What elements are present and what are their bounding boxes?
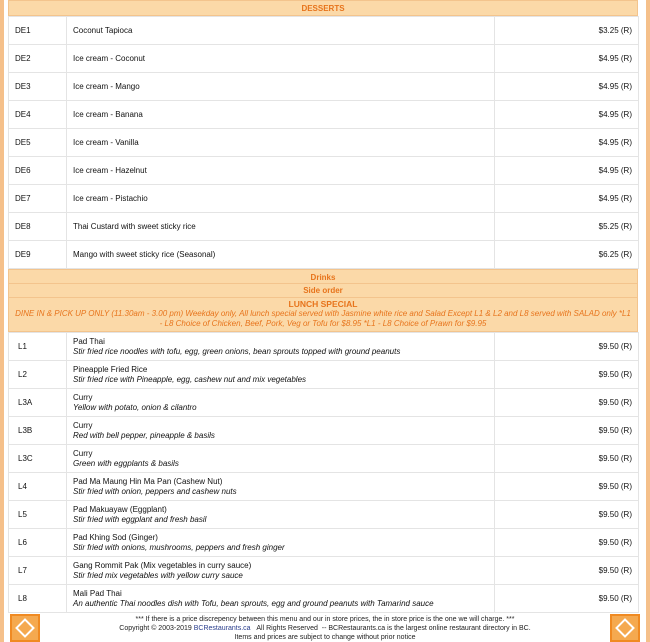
lunch-row xyxy=(9,389,639,417)
footer-tagline: -- BCRestaurants.ca is the largest online restaurant directory in BC. xyxy=(321,625,531,632)
lunch-row xyxy=(9,445,639,473)
item-price: $9.50 (R) xyxy=(495,585,639,613)
item-name: Coconut Tapioca xyxy=(67,17,495,45)
dessert-row xyxy=(9,73,639,101)
item-code: L4 xyxy=(9,473,67,501)
footer-notice: Items and prices are subject to change without prior notice xyxy=(234,634,416,641)
dessert-row xyxy=(9,45,639,73)
lunch-special-description: DINE IN & PICK UP ONLY (11.30am - 3.00 pm) Weekday only, All lunch special served with Jasmine white rice and Salad Except L1 & L2 and L8 served with SALAD only *L1 - L8 Choice of Chicken, Beef, Pork, Veg or Tofu for $8.95 *L1 - L8 Choice of Prawn for $9.95 xyxy=(15,309,631,328)
item-code: DE1 xyxy=(9,17,67,45)
lunch-row xyxy=(9,501,639,529)
footer-rights: All Rights Reserved xyxy=(256,625,318,632)
item-price: $6.25 (R) xyxy=(495,241,639,269)
item-description: Stir fried with onions, mushrooms, peppers and fresh ginger xyxy=(73,542,285,552)
item-code: L5 xyxy=(9,501,67,529)
item-price: $9.50 (R) xyxy=(495,417,639,445)
item-price: $9.50 (R) xyxy=(495,333,639,361)
item-name-cell xyxy=(67,529,495,557)
corner-ornament-left xyxy=(10,614,40,642)
section-header-drinks[interactable]: Drinks xyxy=(8,269,638,284)
item-code: L2 xyxy=(9,361,67,389)
item-name: Curry xyxy=(73,420,93,430)
lunch-row xyxy=(9,361,639,389)
left-border-decoration xyxy=(0,0,4,642)
item-code: L7 xyxy=(9,557,67,585)
item-price: $9.50 (R) xyxy=(495,445,639,473)
lunch-special-title: LUNCH SPECIAL xyxy=(288,299,358,309)
item-name-cell xyxy=(67,445,495,473)
item-name-cell xyxy=(67,333,495,361)
item-price: $4.95 (R) xyxy=(495,129,639,157)
dessert-row xyxy=(9,101,639,129)
item-name-cell xyxy=(67,417,495,445)
section-header-side-order[interactable]: Side order xyxy=(8,284,638,298)
dessert-row xyxy=(9,129,639,157)
item-name-cell xyxy=(67,389,495,417)
item-price: $9.50 (R) xyxy=(495,501,639,529)
lunch-row xyxy=(9,333,639,361)
item-description: Stir fried with onion, peppers and cashew nuts xyxy=(73,486,237,496)
footer-disclaimer: *** If there is a price discrepency between this menu and our in store prices, the in store price is the one we will charge. *** xyxy=(135,616,515,623)
item-name: Gang Rommit Pak (Mix vegetables in curry sauce) xyxy=(73,560,252,570)
item-description: Stir fried mix vegetables with yellow curry sauce xyxy=(73,570,243,580)
item-name-cell xyxy=(67,501,495,529)
menu-content xyxy=(8,0,638,613)
lunch-row xyxy=(9,585,639,613)
item-name: Pad Makuayaw (Eggplant) xyxy=(73,504,167,514)
item-price: $9.50 (R) xyxy=(495,473,639,501)
item-price: $4.95 (R) xyxy=(495,73,639,101)
item-name-cell xyxy=(67,361,495,389)
item-description: An authentic Thai noodles dish with Tofu, bean sprouts, egg and ground peanuts with Tamarind sauce xyxy=(73,598,434,608)
item-name: Ice cream - Coconut xyxy=(67,45,495,73)
footer-site-link[interactable]: BCRestaurants.ca xyxy=(193,625,251,632)
item-name-cell xyxy=(67,557,495,585)
item-description: Stir fried rice noodles with tofu, egg, green onions, bean sprouts topped with ground peanuts xyxy=(73,346,401,356)
item-code: DE8 xyxy=(9,213,67,241)
footer-copyright: Copyright © 2003-2019 xyxy=(119,625,192,632)
item-price: $4.95 (R) xyxy=(495,45,639,73)
lunch-row xyxy=(9,417,639,445)
item-code: DE4 xyxy=(9,101,67,129)
right-border-decoration xyxy=(646,0,650,642)
desserts-table xyxy=(8,16,639,269)
lunch-special-header xyxy=(8,298,638,332)
item-code: L3B xyxy=(9,417,67,445)
item-name: Pad Thai xyxy=(73,336,105,346)
item-name: Ice cream - Mango xyxy=(67,73,495,101)
item-description: Green with eggplants & basils xyxy=(73,458,179,468)
item-name: Curry xyxy=(73,392,93,402)
corner-ornament-right xyxy=(610,614,640,642)
item-code: L6 xyxy=(9,529,67,557)
item-name: Thai Custard with sweet sticky rice xyxy=(67,213,495,241)
item-code: L8 xyxy=(9,585,67,613)
item-name: Pineapple Fried Rice xyxy=(73,364,148,374)
item-name: Pad Ma Maung Hin Ma Pan (Cashew Nut) xyxy=(73,476,223,486)
item-code: L3C xyxy=(9,445,67,473)
item-price: $4.95 (R) xyxy=(495,185,639,213)
item-name-cell xyxy=(67,473,495,501)
item-price: $9.50 (R) xyxy=(495,389,639,417)
item-name-cell xyxy=(67,585,495,613)
dessert-row xyxy=(9,17,639,45)
item-description: Stir fried with eggplant and fresh basil xyxy=(73,514,207,524)
item-name: Curry xyxy=(73,448,93,458)
item-code: L3A xyxy=(9,389,67,417)
item-description: Yellow with potato, onion & cilantro xyxy=(73,402,197,412)
item-description: Red with bell pepper, pineapple & basils xyxy=(73,430,215,440)
lunch-table xyxy=(8,332,639,613)
section-header-desserts: DESSERTS xyxy=(8,0,638,16)
item-price: $4.95 (R) xyxy=(495,157,639,185)
dessert-row xyxy=(9,185,639,213)
item-code: DE7 xyxy=(9,185,67,213)
lunch-row xyxy=(9,557,639,585)
lunch-row xyxy=(9,473,639,501)
item-name: Ice cream - Banana xyxy=(67,101,495,129)
item-name: Ice cream - Pistachio xyxy=(67,185,495,213)
item-price: $3.25 (R) xyxy=(495,17,639,45)
dessert-row xyxy=(9,157,639,185)
lunch-row xyxy=(9,529,639,557)
item-name: Ice cream - Hazelnut xyxy=(67,157,495,185)
item-code: DE9 xyxy=(9,241,67,269)
item-price: $9.50 (R) xyxy=(495,361,639,389)
item-name: Mango with sweet sticky rice (Seasonal) xyxy=(67,241,495,269)
footer xyxy=(40,615,610,642)
item-code: DE3 xyxy=(9,73,67,101)
item-name: Ice cream - Vanilla xyxy=(67,129,495,157)
footer-copyright-line xyxy=(40,624,610,633)
item-code: DE5 xyxy=(9,129,67,157)
item-name: Pad Khing Sod (Ginger) xyxy=(73,532,158,542)
item-price: $5.25 (R) xyxy=(495,213,639,241)
item-code: DE6 xyxy=(9,157,67,185)
item-price: $9.50 (R) xyxy=(495,557,639,585)
item-code: DE2 xyxy=(9,45,67,73)
item-description: Stir fried rice with Pineapple, egg, cashew nut and mix vegetables xyxy=(73,374,307,384)
dessert-row xyxy=(9,213,639,241)
item-code: L1 xyxy=(9,333,67,361)
dessert-row xyxy=(9,241,639,269)
item-price: $4.95 (R) xyxy=(495,101,639,129)
item-price: $9.50 (R) xyxy=(495,529,639,557)
item-name: Mali Pad Thai xyxy=(73,588,122,598)
